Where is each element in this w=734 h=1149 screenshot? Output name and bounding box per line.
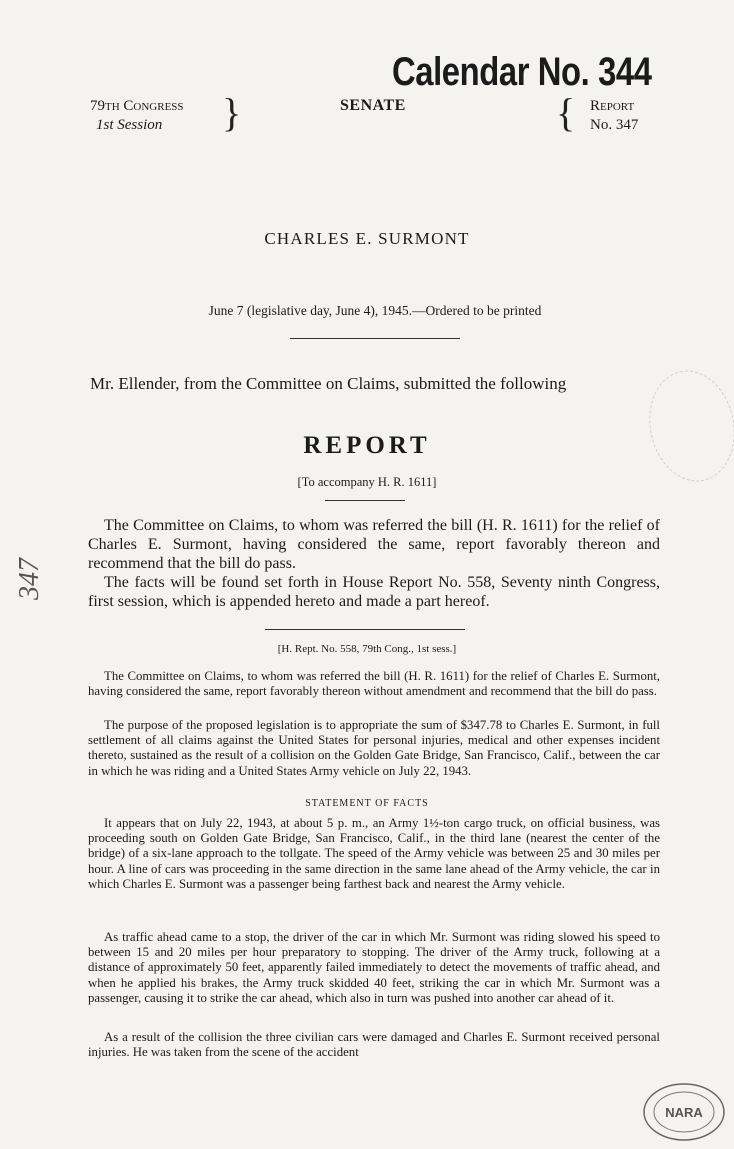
svg-text:NARA: NARA [665,1105,703,1120]
submitted-line: Mr. Ellender, from the Committee on Claims, submitted the following [90,374,567,393]
report-label: Report [590,98,635,114]
senate-paragraph: The facts will be found set forth in House Report No. 558, Seventy ninth Congress, first session, which is appended hereto and made a part hereof. [88,574,660,610]
date-line: June 7 (legislative day, June 4), 1945.—Ordered to be printed [208,303,542,318]
facts-paragraph: As a result of the collision the three civilian cars were damaged and Charles E. Surmont received personal injuries. He was taken from the scene of the accident [88,1030,660,1060]
senate-paragraph: The Committee on Claims, to whom was referred the bill (H. R. 1611) for the relief of Charles E. Surmont, having considered the same, report favorably thereon and recommend that the bill do pass. [88,517,660,572]
congress-session-block [90,97,184,135]
accompany-line: [To accompany H. R. 1611] [297,475,437,489]
chamber-label: SENATE [340,97,406,114]
left-brace-icon: { [556,90,576,135]
session-line: 1st Session [96,117,163,133]
calendar-number: Calendar No. 344 [392,50,652,94]
statement-heading: STATEMENT OF FACTS [305,798,429,809]
facts-paragraph: As traffic ahead came to a stop, the driver of the car in which Mr. Surmont was riding slowed his speed to between 15 and 20 miles per hour preparatory to stopping. The driver of the Army truck, following at a distance of approximately 50 feet, apparently failed immediately to detect the movements of traffic ahead, and when he applied his brakes, the Army truck skidded 40 feet, striking the car in which Mr. Surmont was a passenger, causing it to strike the car ahead, which also in turn was pushed into another car ahead of it. [88,930,660,1005]
handwritten-margin-note: 347 [14,558,45,600]
report-number-block [590,97,638,135]
house-paragraph: The Committee on Claims, to whom was referred the bill (H. R. 1611) for the relief of Charles E. Surmont, having considered the same, report favorably thereon without amendment and recommend that the bill do pass. [88,669,660,699]
house-report-reference: [H. Rept. No. 558, 79th Cong., 1st sess.] [277,643,457,655]
house-paragraph: The purpose of the proposed legislation is to appropriate the sum of $347.78 to Charles E. Surmont, in full settlement of all claims against the United States for personal injuries, medical and other expenses incident thereto, sustained as the result of a collision on the Golden Gate Bridge, San Francisco, Calif., between the car in which he was riding and a United States Army vehicle on July 22, 1943. [88,718,660,778]
document-title: CHARLES E. SURMONT [264,229,470,248]
congress-line: 79th Congress [90,98,184,114]
report-heading: REPORT [303,432,431,459]
divider [290,338,460,339]
report-number: No. 347 [590,117,639,133]
facts-paragraph: It appears that on July 22, 1943, at about 5 p. m., an Army 1½-ton cargo truck, on official business, was proceeding south on Golden Gate Bridge, San Francisco, Calif., in the third lane (nearest the center of the bridge) of a six-lane approach to the tollgate. The speed of the Army vehicle was between 25 and 30 miles per hour. A line of cars was proceeding in the same direction in the same lane ahead of the Army vehicle, the car in which Charles E. Surmont was a passenger being farthest back and nearest the Army vehicle. [88,816,660,891]
nara-stamp-icon [640,1080,728,1144]
right-brace-icon: } [222,90,242,135]
divider [325,500,405,501]
divider [265,629,465,630]
